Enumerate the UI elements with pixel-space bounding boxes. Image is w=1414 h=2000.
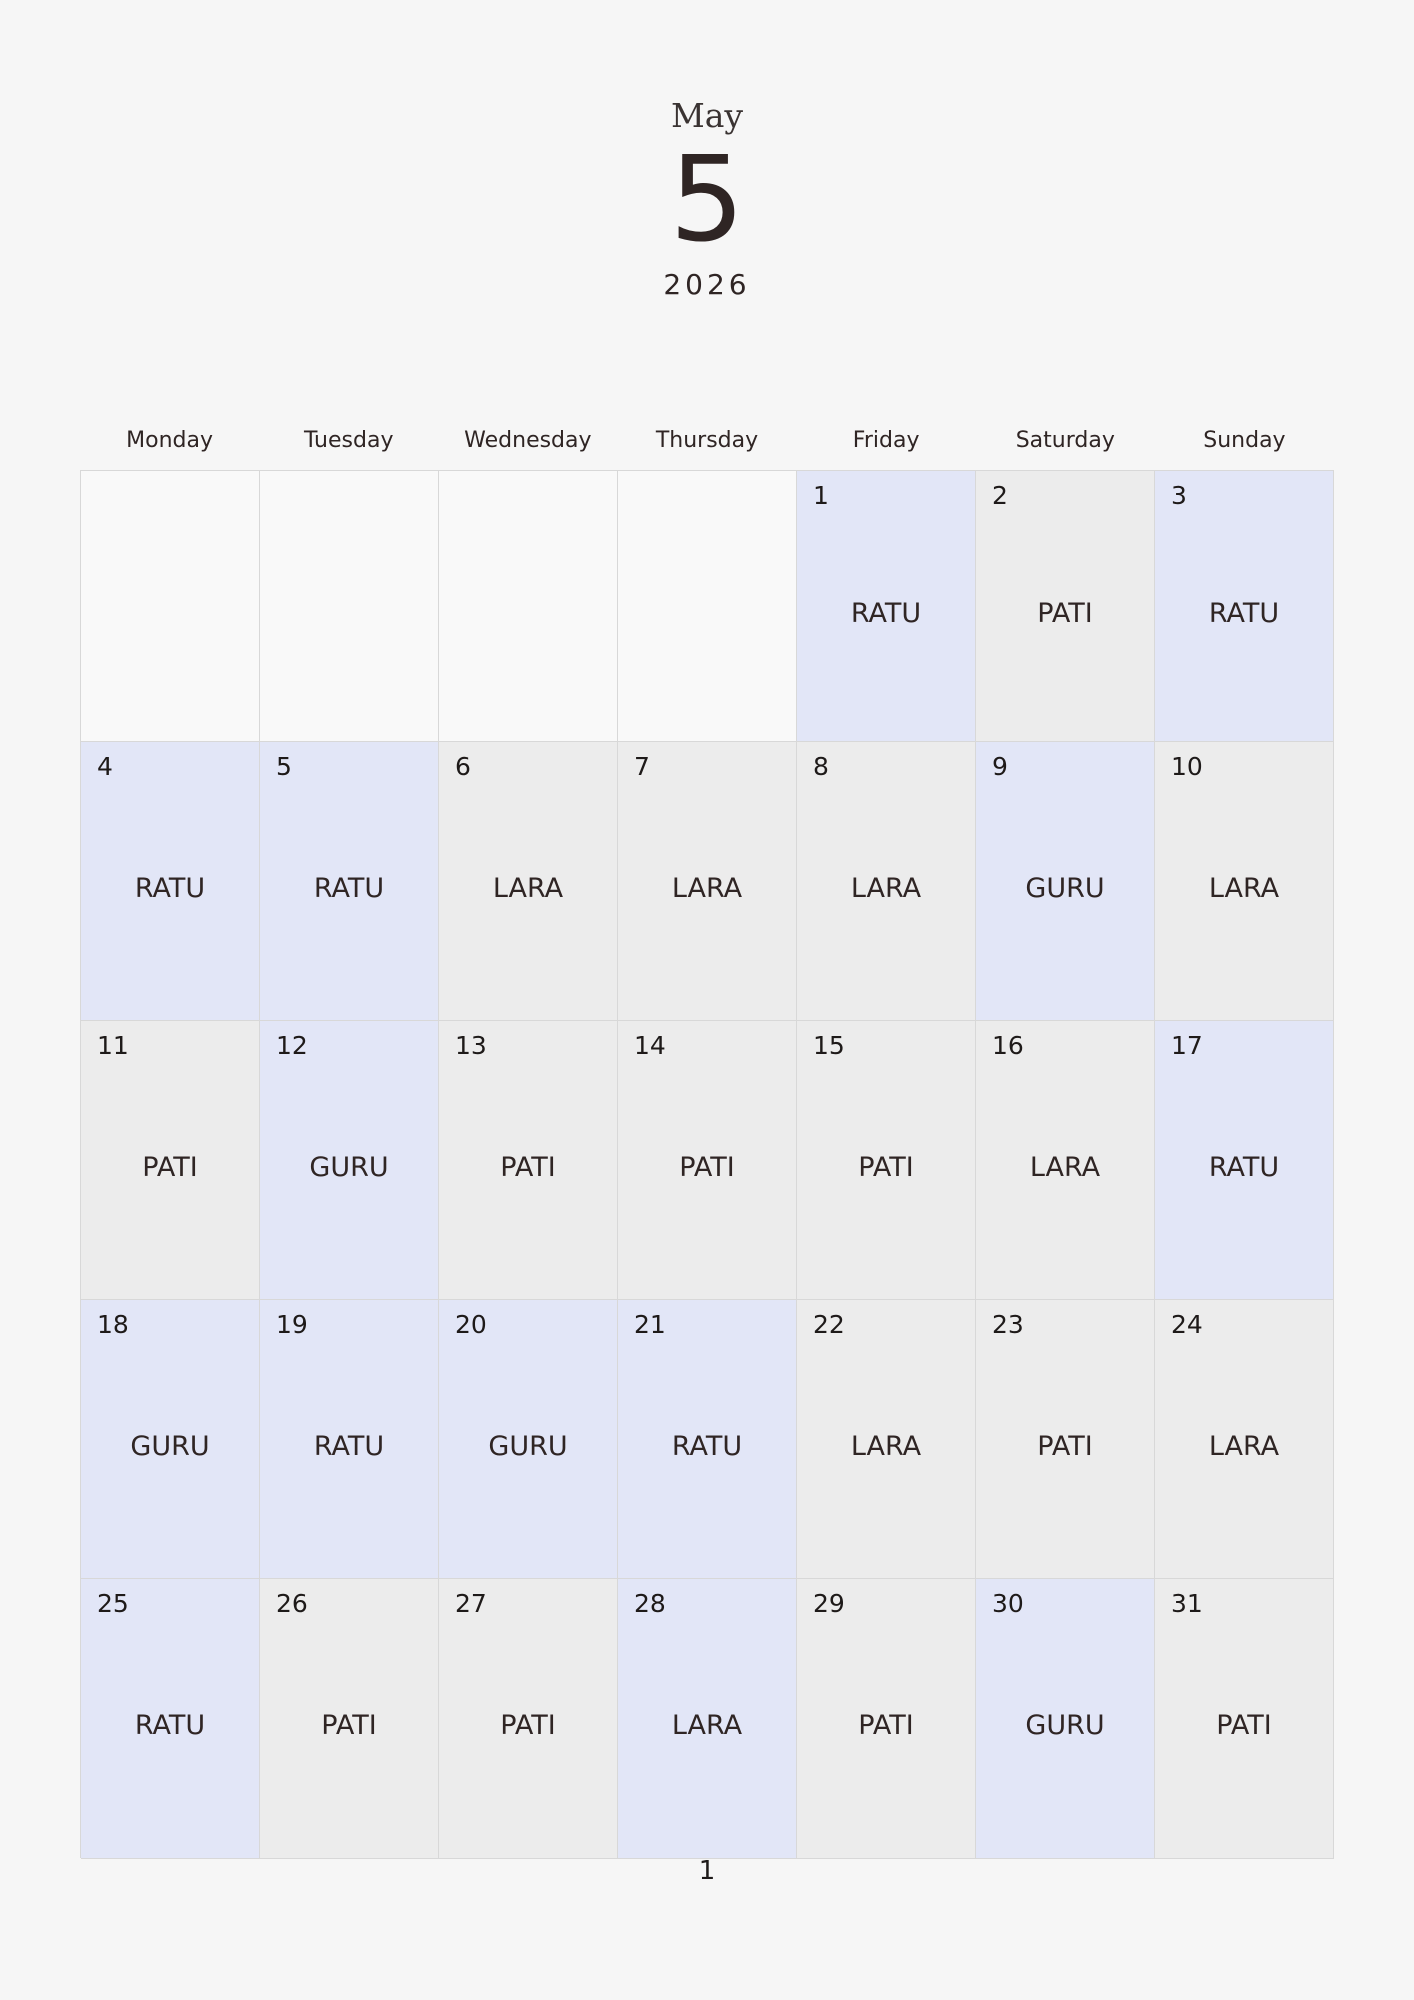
day-cell-24[interactable] (1155, 1300, 1334, 1579)
day-cell-29[interactable] (797, 1579, 976, 1859)
day-label: LARA (1208, 1430, 1280, 1462)
day-label: LARA (671, 872, 743, 904)
day-label: PATI (679, 1151, 735, 1183)
day-cell-25[interactable] (81, 1579, 260, 1859)
day-label: LARA (1208, 872, 1280, 904)
day-number: 2 (992, 481, 1008, 510)
day-cell-21[interactable] (618, 1300, 797, 1579)
day-cell-3[interactable] (1155, 471, 1334, 742)
day-label: RATU (1208, 597, 1280, 629)
day-cell-6[interactable] (439, 742, 618, 1021)
day-cell-19[interactable] (260, 1300, 439, 1579)
day-label: RATU (134, 1710, 206, 1742)
day-cell-5[interactable] (260, 742, 439, 1021)
day-number: 25 (97, 1589, 129, 1618)
empty-day-cell (618, 471, 797, 742)
day-cell-18[interactable] (81, 1300, 260, 1579)
day-cell-8[interactable] (797, 742, 976, 1021)
day-cell-9[interactable] (976, 742, 1155, 1021)
day-label: LARA (850, 872, 922, 904)
day-number: 3 (1171, 481, 1187, 510)
day-cell-31[interactable] (1155, 1579, 1334, 1859)
day-cell-23[interactable] (976, 1300, 1155, 1579)
day-number: 14 (634, 1031, 666, 1060)
weekday-wednesday: Wednesday (464, 428, 592, 453)
day-label: GURU (1025, 872, 1105, 904)
day-number: 28 (634, 1589, 666, 1618)
weekday-friday: Friday (852, 428, 920, 453)
day-cell-17[interactable] (1155, 1021, 1334, 1300)
weekday-header-row (80, 428, 1334, 464)
day-number: 23 (992, 1310, 1024, 1339)
day-number: 15 (813, 1031, 845, 1060)
day-label: LARA (671, 1710, 743, 1742)
day-number: 29 (813, 1589, 845, 1618)
day-number: 5 (276, 752, 292, 781)
day-label: PATI (500, 1710, 556, 1742)
day-number: 31 (1171, 1589, 1203, 1618)
empty-day-cell (260, 471, 439, 742)
day-cell-27[interactable] (439, 1579, 618, 1859)
day-cell-30[interactable] (976, 1579, 1155, 1859)
page-number: 1 (698, 1856, 716, 1886)
day-number: 1 (813, 481, 829, 510)
day-label: PATI (858, 1151, 914, 1183)
day-number: 10 (1171, 752, 1203, 781)
day-number: 13 (455, 1031, 487, 1060)
empty-day-cell (439, 471, 618, 742)
weekday-tuesday: Tuesday (303, 428, 394, 453)
day-number: 12 (276, 1031, 308, 1060)
day-number: 21 (634, 1310, 666, 1339)
day-number: 16 (992, 1031, 1024, 1060)
day-label: PATI (1216, 1710, 1272, 1742)
day-label: LARA (1029, 1151, 1101, 1183)
day-label: GURU (488, 1430, 568, 1462)
day-cell-4[interactable] (81, 742, 260, 1021)
day-number: 8 (813, 752, 829, 781)
day-label: RATU (313, 1430, 385, 1462)
day-number: 30 (992, 1589, 1024, 1618)
day-number: 27 (455, 1589, 487, 1618)
day-label: GURU (309, 1151, 389, 1183)
day-number: 18 (97, 1310, 129, 1339)
day-cell-20[interactable] (439, 1300, 618, 1579)
day-cell-10[interactable] (1155, 742, 1334, 1021)
day-number: 7 (634, 752, 650, 781)
day-cell-2[interactable] (976, 471, 1155, 742)
day-label: PATI (1037, 597, 1093, 629)
day-label: LARA (850, 1430, 922, 1462)
day-cell-28[interactable] (618, 1579, 797, 1859)
day-number: 22 (813, 1310, 845, 1339)
day-label: RATU (671, 1430, 743, 1462)
day-label: RATU (134, 872, 206, 904)
day-cell-15[interactable] (797, 1021, 976, 1300)
day-label: GURU (1025, 1710, 1105, 1742)
day-label: PATI (1037, 1430, 1093, 1462)
day-cell-1[interactable] (797, 471, 976, 742)
day-number: 19 (276, 1310, 308, 1339)
day-number: 4 (97, 752, 113, 781)
day-number: 24 (1171, 1310, 1203, 1339)
day-number: 17 (1171, 1031, 1203, 1060)
empty-day-cell (81, 471, 260, 742)
year: 2026 (663, 268, 751, 301)
weekday-saturday: Saturday (1015, 428, 1115, 453)
day-label: RATU (313, 872, 385, 904)
day-cell-11[interactable] (81, 1021, 260, 1300)
day-label: LARA (492, 872, 564, 904)
weekday-sunday: Sunday (1203, 428, 1286, 453)
day-label: PATI (500, 1151, 556, 1183)
day-label: PATI (321, 1710, 377, 1742)
day-cell-16[interactable] (976, 1021, 1155, 1300)
day-number: 20 (455, 1310, 487, 1339)
day-label: PATI (142, 1151, 198, 1183)
day-cell-13[interactable] (439, 1021, 618, 1300)
calendar-grid (80, 470, 1334, 1858)
day-cell-26[interactable] (260, 1579, 439, 1859)
day-cell-12[interactable] (260, 1021, 439, 1300)
month-name: May (670, 96, 744, 135)
day-cell-22[interactable] (797, 1300, 976, 1579)
day-cell-7[interactable] (618, 742, 797, 1021)
weekday-thursday: Thursday (655, 428, 759, 453)
day-number: 11 (97, 1031, 129, 1060)
day-number: 26 (276, 1589, 308, 1618)
day-label: PATI (858, 1710, 914, 1742)
day-number: 9 (992, 752, 1008, 781)
day-label: RATU (850, 597, 922, 629)
day-label: GURU (130, 1430, 210, 1462)
weekday-monday: Monday (126, 428, 213, 453)
day-cell-14[interactable] (618, 1021, 797, 1300)
day-label: RATU (1208, 1151, 1280, 1183)
month-number: 5 (669, 130, 745, 268)
day-number: 6 (455, 752, 471, 781)
